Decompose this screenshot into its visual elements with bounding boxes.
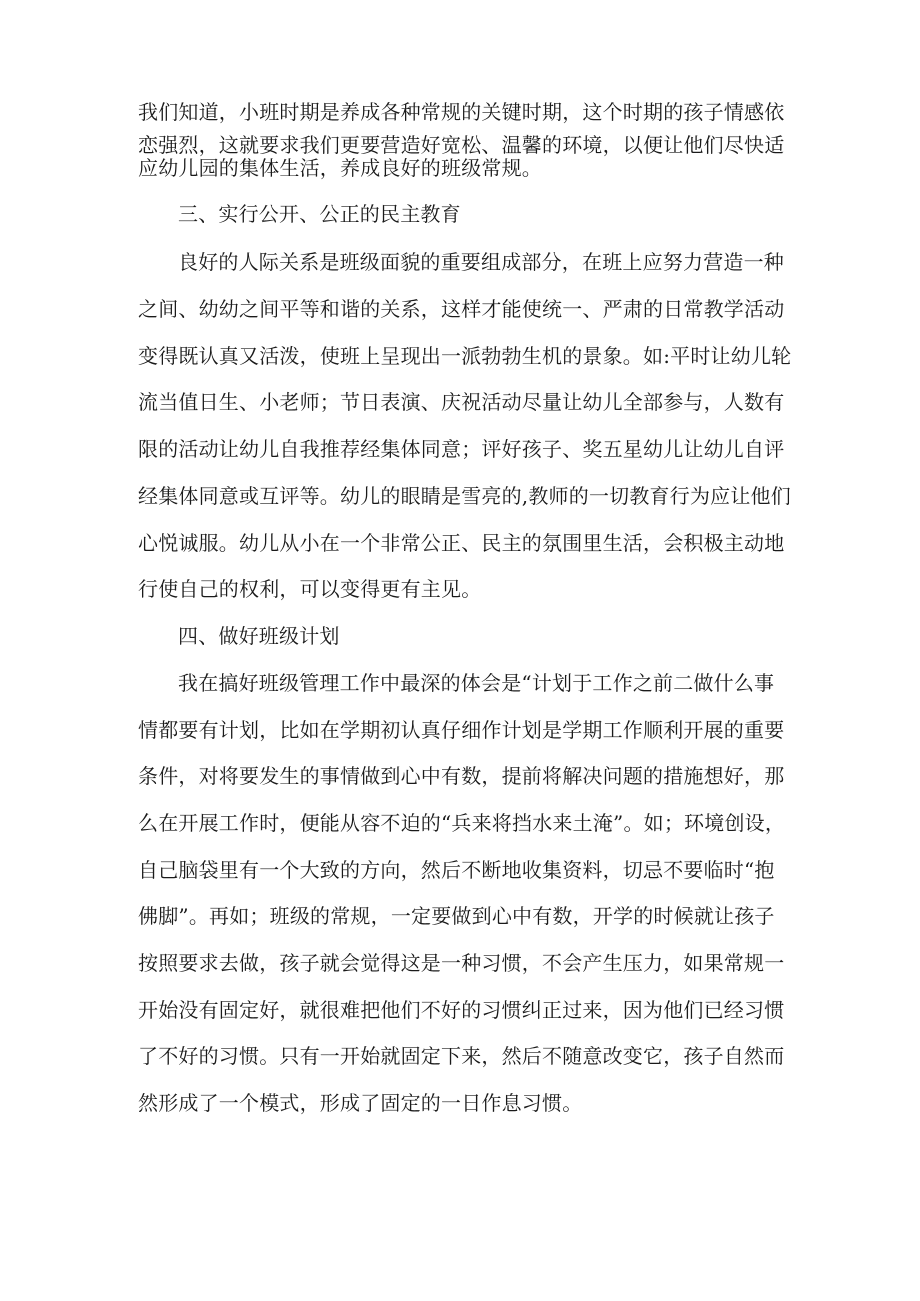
paragraph-2-line-3: 变得既认真又活泼，使班上呈现出一派勃勃生机的景象。如:平时让幼儿轮	[138, 344, 792, 368]
paragraph-2-line-5: 限的活动让幼儿自我推荐经集体同意；评好孩子、奖五星幼儿让幼儿自评	[138, 437, 785, 461]
paragraph-3-line-7: 按照要求去做，孩子就会觉得这是一种习惯，不会产生压力，如果常规一	[138, 951, 785, 975]
paragraph-2-line-6: 经集体同意或互评等。幼儿的眼睛是雪亮的,教师的一切教育行为应让他们	[138, 484, 791, 508]
section-heading-3: 三、实行公开、公正的民主教育	[178, 202, 461, 226]
paragraph-3-line-10: 然形成了一个模式，形成了固定的一日作息习惯。	[138, 1091, 583, 1115]
paragraph-3-line-6: 佛脚”。再如；班级的常规，一定要做到心中有数，开学的时候就让孩子	[138, 904, 775, 928]
section-heading-4: 四、做好班级计划	[178, 624, 340, 648]
paragraph-3-line-5: 自己脑袋里有一个大致的方向，然后不断地收集资料，切忌不要临时“抱	[138, 858, 775, 882]
paragraph-3-line-8: 开始没有固定好，就很难把他们不好的习惯纠正过来，因为他们已经习惯	[138, 998, 785, 1022]
paragraph-1-line-3: 应幼儿园的集体生活，养成良好的班级常规。	[138, 156, 542, 180]
paragraph-2-line-1: 良好的人际关系是班级面貌的重要组成部分，在班上应努力营造一种	[178, 250, 784, 274]
paragraph-3-line-1: 我在搞好班级管理工作中最深的体会是“计划于工作之前二做什么事	[178, 671, 775, 695]
paragraph-3-line-4: 么在开展工作时，便能从容不迫的“兵来将挡水来土淹”。如；环境创设，	[138, 811, 786, 835]
paragraph-2-line-8: 行使自己的权利，可以变得更有主见。	[138, 577, 482, 601]
paragraph-3-line-9: 了不好的习惯。只有一开始就固定下来，然后不随意改变它，孩子自然而	[138, 1044, 785, 1068]
paragraph-2-line-7: 心悦诚服。幼儿从小在一个非常公正、民主的氛围里生活，会积极主动地	[138, 531, 785, 555]
paragraph-1-line-1: 我们知道，小班时期是养成各种常规的关键时期，这个时期的孩子情感依	[138, 100, 785, 124]
paragraph-2-line-2: 之间、幼幼之间平等和谐的关系，这样才能使统一、严肃的日常教学活动	[138, 297, 785, 321]
paragraph-3-line-3: 条件，对将要发生的事情做到心中有数，提前将解决问题的措施想好，那	[138, 764, 785, 788]
paragraph-1-line-2: 恋强烈，这就要求我们更要营造好宽松、温馨的环境，以便让他们尽快适	[138, 133, 785, 157]
paragraph-3-line-2: 情都要有计划，比如在学期初认真仔细作计划是学期工作顺利开展的重要	[138, 718, 785, 742]
paragraph-2-line-4: 流当值日生、小老师；节日表演、庆祝活动尽量让幼儿全部参与，人数有	[138, 390, 785, 414]
